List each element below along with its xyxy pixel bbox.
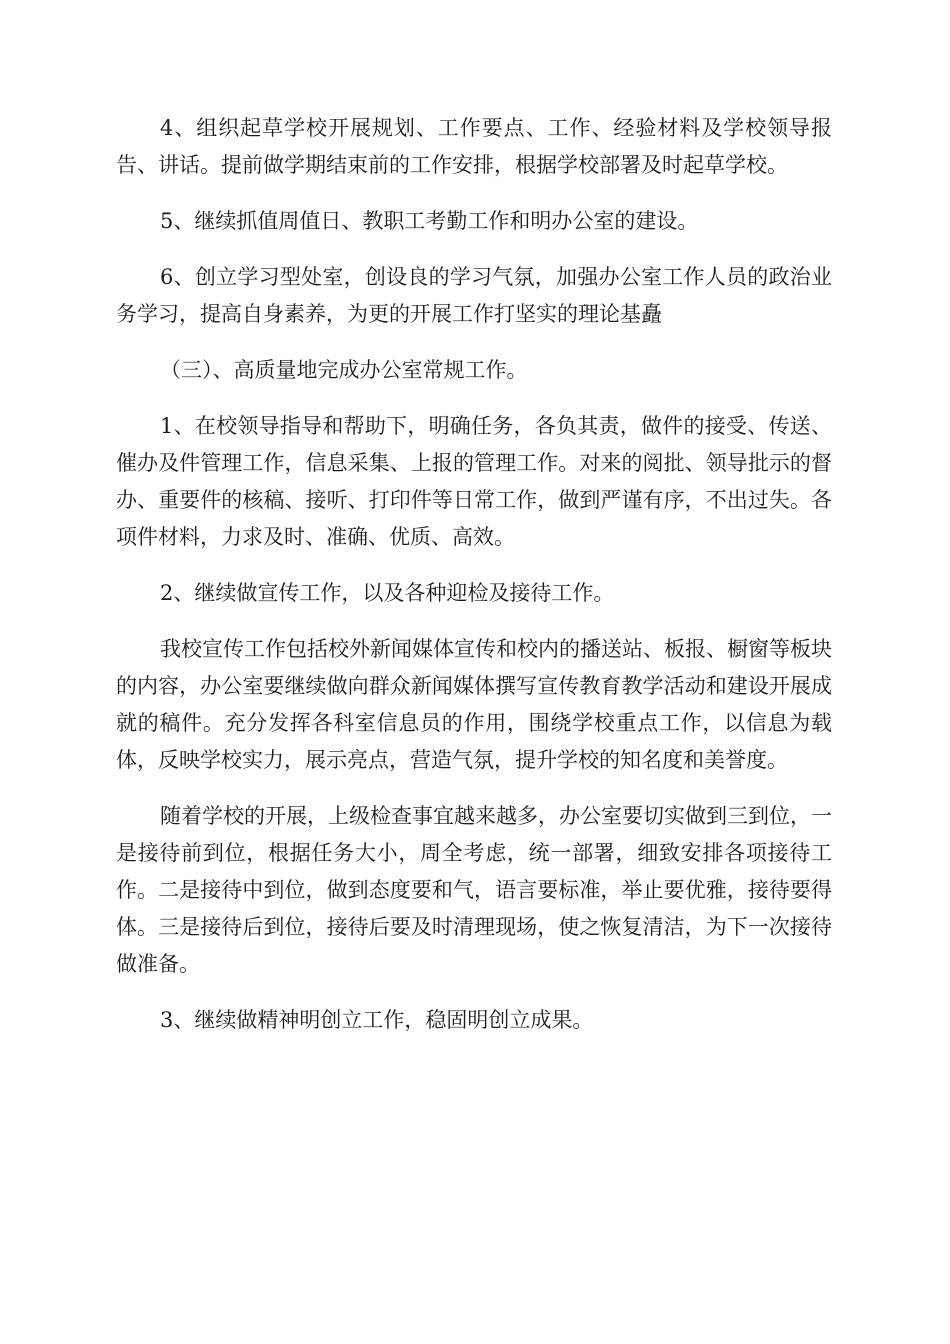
paragraph-item-5-duty-attendance: 5、继续抓值周值日、教职工考勤工作和明办公室的建设。 [160,209,699,233]
paragraph-publicity-details: 我校宣传工作包括校外新闻媒体宣传和校内的播送站、板报、橱窗等板块的内容，办公室要继续做向群众新闻媒体撰写宣传教育教学活动和建设开展成就的稿件。充分发挥各科室信息员的作用，围绕学校重点工作，以信息为载体，反映学校实力，展示亮点，营造气氛，提升学校的知名度和美誉度。 [116,637,832,772]
paragraph-item-2-publicity-reception: 2、继续做宣传工作，以及各种迎检及接待工作。 [160,581,615,605]
paragraph-item-3-civilization: 3、继续做精神明创立工作，稳固明创立成果。 [160,1008,594,1032]
paragraph-item-1-document-management: 1、在校领导指导和帮助下，明确任务，各负其责，做件的接受、传送、催办及件管理工作，信息采集、上报的管理工作。对来的阅批、领导批示的督办、重要件的核稿、接听、打印件等日常工作，做到严谨有序，不出过失。各项件材料，力求及时、准确、优质、高效。 [116,414,832,549]
document-body [116,110,832,1058]
paragraph-item-6-learning-office: 6、创立学习型处室，创设良的学习气氛，加强办公室工作人员的政治业务学习，提高自身素养，为更的开展工作打坚实的理论基矗 [116,265,832,326]
paragraph-reception-details: 随着学校的开展，上级检查事宜越来越多，办公室要切实做到三到位，一是接待前到位，根据任务大小，周全考虑，统一部署，细致安排各项接待工作。二是接待中到位，做到态度要和气，语言要标准，举止要优雅，接待要得体。三是接待后到位，接待后要及时清理现场，使之恢复清洁，为下一次接待做准备。 [116,804,832,976]
section-heading-3: （三）、高质量地完成办公室常规工作。 [160,358,528,382]
paragraph-item-4-drafting: 4、组织起草学校开展规划、工作要点、工作、经验材料及学校领导报告、讲话。提前做学期结束前的工作安排，根据学校部署及时起草学校。 [116,116,832,177]
